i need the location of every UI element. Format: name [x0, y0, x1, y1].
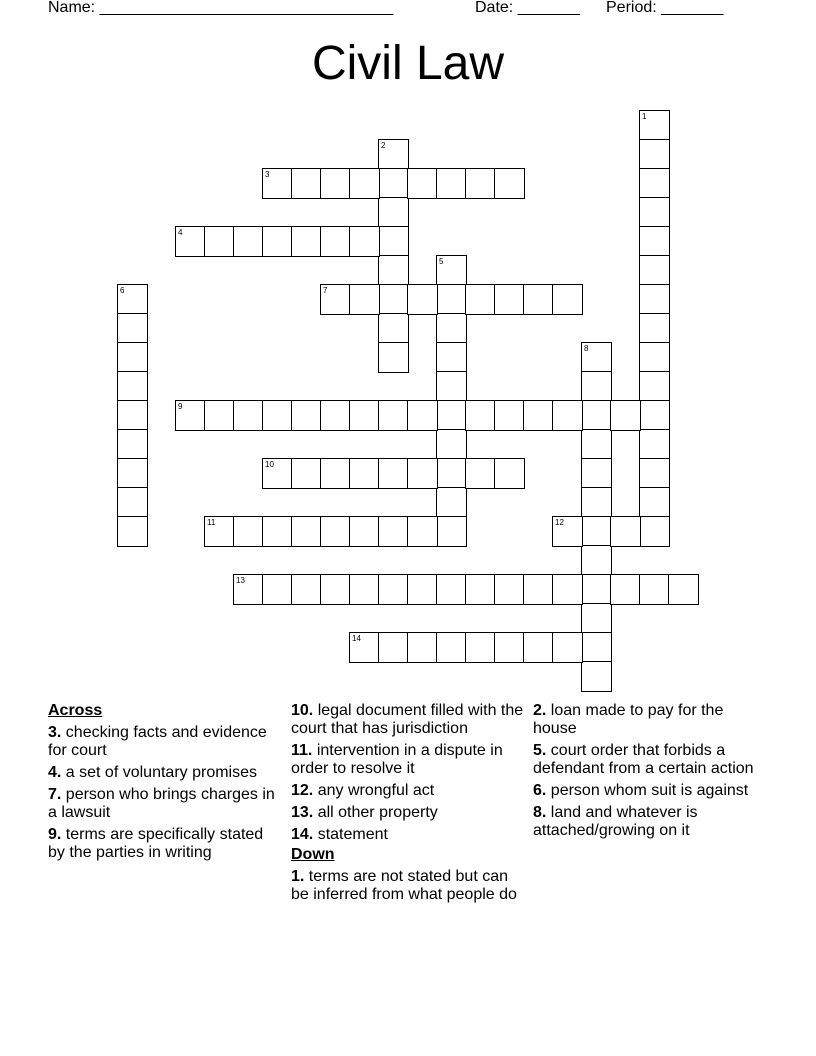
grid-cell[interactable] [407, 284, 438, 315]
grid-cell[interactable] [378, 342, 409, 373]
grid-cell[interactable] [349, 574, 380, 605]
cell-number: 14 [352, 634, 361, 643]
grid-cell[interactable] [320, 168, 351, 199]
grid-cell[interactable] [262, 226, 293, 257]
clue-text: intervention in a dispute in order to resolve it [291, 742, 503, 777]
grid-cell[interactable] [407, 400, 438, 431]
grid-cell[interactable] [465, 284, 496, 315]
grid-cell[interactable] [436, 313, 467, 344]
grid-cell[interactable] [436, 342, 467, 373]
clue-number: 12. [291, 782, 314, 799]
grid-cell[interactable] [204, 226, 235, 257]
grid-cell[interactable] [668, 574, 699, 605]
grid-cell[interactable] [407, 574, 438, 605]
grid-cell[interactable] [262, 458, 293, 489]
grid-cell[interactable] [204, 400, 235, 431]
clue-across-3 [48, 724, 284, 760]
date-field[interactable]: Date: _______ [475, 0, 580, 16]
grid-cell[interactable] [349, 458, 380, 489]
cell-number: 2 [381, 141, 386, 150]
grid-cell[interactable] [581, 661, 612, 692]
clue-number: 11. [291, 742, 313, 759]
clue-down-5 [533, 742, 769, 778]
grid-cell[interactable] [378, 574, 409, 605]
grid-cell[interactable] [262, 516, 293, 547]
grid-cell[interactable] [465, 168, 496, 199]
cell-number: 6 [120, 286, 125, 295]
clue-number: 4. [48, 764, 62, 781]
grid-cell[interactable] [523, 574, 554, 605]
grid-cell[interactable] [320, 226, 351, 257]
clue-across-9 [48, 826, 284, 862]
clue-across-12 [291, 782, 527, 800]
grid-cell[interactable] [494, 168, 525, 199]
grid-cell[interactable] [639, 342, 670, 373]
grid-cell[interactable] [436, 487, 467, 518]
grid-cell[interactable] [291, 574, 322, 605]
grid-cell[interactable] [407, 632, 438, 663]
cell-number: 4 [178, 228, 183, 237]
cell-number: 8 [584, 344, 589, 353]
grid-cell[interactable] [639, 429, 670, 460]
grid-cell[interactable] [436, 371, 467, 402]
clue-text: person who brings charges in a lawsuit [48, 786, 275, 821]
grid-cell[interactable] [320, 284, 351, 315]
clues-column-2 [291, 702, 527, 908]
grid-cell[interactable] [349, 168, 380, 199]
puzzle-title: Civil Law [311, 37, 505, 90]
grid-cell[interactable] [349, 284, 380, 315]
grid-cell[interactable] [291, 226, 322, 257]
grid-cell[interactable] [291, 516, 322, 547]
clue-number: 7. [48, 786, 62, 803]
grid-cell[interactable] [639, 284, 670, 315]
grid-cell[interactable] [639, 574, 670, 605]
grid-cell[interactable] [436, 400, 467, 431]
clue-number: 3. [48, 724, 62, 741]
grid-cell[interactable] [436, 168, 467, 199]
grid-cell[interactable] [639, 458, 670, 489]
clue-number: 13. [291, 804, 314, 821]
cell-number: 5 [439, 257, 444, 266]
grid-cell[interactable] [639, 516, 670, 547]
cell-number: 10 [265, 460, 274, 469]
grid-cell[interactable] [233, 400, 264, 431]
grid-cell[interactable] [117, 516, 148, 547]
clue-number: 14. [291, 826, 314, 843]
grid-cell[interactable] [117, 284, 148, 315]
clue-across-4 [48, 764, 284, 782]
clues-column-3 [533, 702, 769, 844]
grid-cell[interactable] [291, 400, 322, 431]
grid-cell[interactable] [465, 632, 496, 663]
grid-cell[interactable] [320, 516, 351, 547]
grid-cell[interactable] [552, 284, 583, 315]
grid-cell[interactable] [117, 429, 148, 460]
grid-cell[interactable] [494, 632, 525, 663]
grid-cell[interactable] [494, 574, 525, 605]
across-heading: Across [48, 702, 103, 719]
grid-cell[interactable] [117, 342, 148, 373]
grid-cell[interactable] [639, 226, 670, 257]
grid-cell[interactable] [378, 400, 409, 431]
grid-cell[interactable] [117, 400, 148, 431]
grid-cell[interactable] [552, 400, 583, 431]
grid-cell[interactable] [175, 400, 206, 431]
grid-cell[interactable] [436, 458, 467, 489]
grid-cell[interactable] [233, 574, 264, 605]
clue-number: 8. [533, 804, 547, 821]
grid-cell[interactable] [436, 516, 467, 547]
grid-cell[interactable] [581, 632, 612, 663]
grid-cell[interactable] [581, 545, 612, 576]
grid-cell[interactable] [262, 574, 293, 605]
down-heading: Down [291, 846, 335, 863]
clue-text: loan made to pay for the house [533, 702, 724, 737]
grid-cell[interactable] [465, 574, 496, 605]
grid-cell[interactable] [610, 400, 641, 431]
grid-cell[interactable] [349, 632, 380, 663]
clue-text: statement [317, 826, 388, 843]
grid-cell[interactable] [465, 458, 496, 489]
grid-cell[interactable] [117, 487, 148, 518]
grid-cell[interactable] [465, 400, 496, 431]
clue-down-8 [533, 804, 769, 840]
name-field[interactable]: Name: _________________________________ [48, 0, 394, 16]
grid-cell[interactable] [349, 400, 380, 431]
clue-down-1 [291, 868, 527, 904]
grid-cell[interactable] [378, 632, 409, 663]
grid-cell[interactable] [407, 458, 438, 489]
cell-number: 9 [178, 402, 183, 411]
grid-cell[interactable] [639, 139, 670, 170]
grid-cell[interactable] [378, 168, 409, 199]
grid-cell[interactable] [639, 400, 670, 431]
grid-cell[interactable] [436, 574, 467, 605]
grid-cell[interactable] [291, 458, 322, 489]
grid-cell[interactable] [407, 168, 438, 199]
grid-cell[interactable] [378, 458, 409, 489]
grid-cell[interactable] [581, 574, 612, 605]
grid-cell[interactable] [639, 371, 670, 402]
grid-cell[interactable] [581, 458, 612, 489]
grid-cell[interactable] [552, 574, 583, 605]
clue-across-11 [291, 742, 527, 778]
grid-cell[interactable] [610, 574, 641, 605]
grid-cell[interactable] [494, 284, 525, 315]
grid-cell[interactable] [639, 197, 670, 228]
grid-cell[interactable] [262, 400, 293, 431]
grid-cell[interactable] [610, 516, 641, 547]
grid-cell[interactable] [291, 168, 322, 199]
grid-cell[interactable] [436, 255, 467, 286]
cell-number: 12 [555, 518, 564, 527]
grid-cell[interactable] [436, 284, 467, 315]
clue-number: 10. [291, 702, 314, 719]
grid-cell[interactable] [349, 516, 380, 547]
grid-cell[interactable] [233, 516, 264, 547]
clue-number: 9. [48, 826, 62, 843]
clue-text: land and whatever is attached/growing on it [533, 804, 698, 839]
grid-cell[interactable] [581, 371, 612, 402]
cell-number: 11 [207, 518, 216, 527]
cell-number: 13 [236, 576, 245, 585]
grid-cell[interactable] [523, 400, 554, 431]
clue-text: legal document filled with the court that has jurisdiction [291, 702, 524, 737]
grid-cell[interactable] [523, 284, 554, 315]
clue-text: all other property [317, 804, 438, 821]
clue-number: 5. [533, 742, 547, 759]
cell-number: 1 [642, 112, 647, 121]
grid-cell[interactable] [494, 400, 525, 431]
grid-cell[interactable] [378, 197, 409, 228]
grid-cell[interactable] [117, 313, 148, 344]
grid-cell[interactable] [581, 603, 612, 634]
clue-down-2 [533, 702, 769, 738]
grid-cell[interactable] [320, 458, 351, 489]
cell-number: 7 [323, 286, 328, 295]
grid-cell[interactable] [378, 284, 409, 315]
cell-number: 3 [265, 170, 270, 179]
grid-cell[interactable] [581, 487, 612, 518]
clue-across-13 [291, 804, 527, 822]
grid-cell[interactable] [378, 255, 409, 286]
clues-column-1 [48, 702, 284, 866]
grid-cell[interactable] [436, 429, 467, 460]
grid-cell[interactable] [233, 226, 264, 257]
grid-cell[interactable] [320, 400, 351, 431]
grid-cell[interactable] [639, 110, 670, 141]
grid-cell[interactable] [552, 516, 583, 547]
clue-number: 6. [533, 782, 547, 799]
grid-cell[interactable] [175, 226, 206, 257]
clue-text: terms are not stated but can be inferred from what people do [291, 868, 517, 903]
clue-text: person whom suit is against [550, 782, 749, 799]
grid-cell[interactable] [581, 429, 612, 460]
grid-cell[interactable] [349, 226, 380, 257]
clue-number: 2. [533, 702, 547, 719]
grid-cell[interactable] [117, 371, 148, 402]
grid-cell[interactable] [262, 168, 293, 199]
grid-cell[interactable] [639, 168, 670, 199]
grid-cell[interactable] [320, 574, 351, 605]
grid-cell[interactable] [581, 342, 612, 373]
clue-across-10 [291, 702, 527, 738]
grid-cell[interactable] [378, 226, 409, 257]
grid-cell[interactable] [581, 516, 612, 547]
clue-text: checking facts and evidence for court [48, 724, 267, 759]
clue-text: court order that forbids a defendant from a certain action [533, 742, 754, 777]
clue-across-7 [48, 786, 284, 822]
clue-across-14 [291, 826, 527, 844]
clue-down-6 [533, 782, 769, 800]
clue-number: 1. [291, 868, 305, 885]
grid-cell[interactable] [639, 487, 670, 518]
grid-cell[interactable] [117, 458, 148, 489]
grid-cell[interactable] [407, 516, 438, 547]
clue-text: any wrongful act [317, 782, 435, 799]
grid-cell[interactable] [639, 255, 670, 286]
grid-cell[interactable] [378, 516, 409, 547]
grid-cell[interactable] [204, 516, 235, 547]
grid-cell[interactable] [523, 632, 554, 663]
grid-cell[interactable] [378, 313, 409, 344]
clue-text: a set of voluntary promises [65, 764, 257, 781]
grid-cell[interactable] [639, 313, 670, 344]
grid-cell[interactable] [581, 400, 612, 431]
grid-cell[interactable] [436, 632, 467, 663]
grid-cell[interactable] [494, 458, 525, 489]
period-field[interactable]: Period: _______ [606, 0, 724, 16]
grid-cell[interactable] [552, 632, 583, 663]
grid-cell[interactable] [378, 139, 409, 170]
clue-text: terms are specifically stated by the parties in writing [48, 826, 264, 861]
